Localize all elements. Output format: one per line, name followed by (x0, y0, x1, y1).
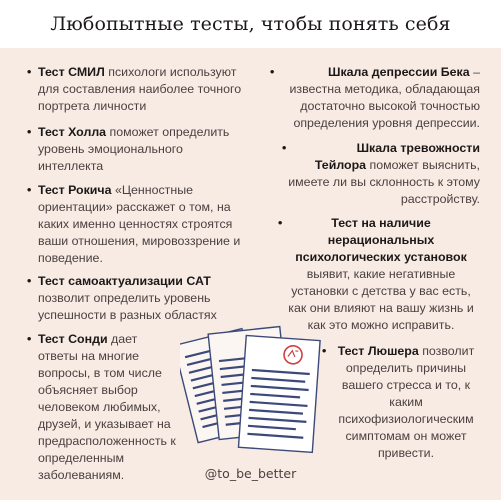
text-line: позволит определить уровень (38, 291, 211, 305)
paper-front (238, 335, 320, 452)
text-line: человеком любимых, (38, 400, 161, 414)
text-line: определить причины (345, 361, 467, 375)
text-line: психофизиологическим (338, 412, 474, 426)
text-line: выявит, какие негативные (306, 267, 456, 281)
title-bar (0, 0, 501, 48)
text-line: поведение. (38, 251, 103, 265)
text-line: Тест самоактуализации САТ (38, 274, 211, 288)
bullet-icon: • (27, 65, 32, 79)
text-line: как они влияют на вашу жизнь и (288, 301, 474, 315)
text-line: психологических установок (295, 250, 467, 264)
text-line: заболеваниям. (38, 468, 125, 482)
text-line: Тест Рокича «Ценностные (38, 183, 193, 197)
text-line: расстройству. (400, 192, 480, 206)
text-line: портрета личности (38, 99, 147, 113)
text-line: каким (389, 395, 423, 409)
text-line: Шкала депрессии Бека – (328, 65, 480, 79)
text-line: уровень эмоционального (38, 142, 183, 156)
text-line: привести. (377, 446, 435, 460)
text-line: нерациональных (327, 233, 435, 247)
text-line: друзей, и указывает на (38, 417, 171, 431)
bullet-icon: • (27, 125, 32, 139)
bullet-icon: • (322, 344, 327, 358)
text-line: известна методика, обладающая (289, 82, 480, 96)
bullet-icon: • (282, 141, 287, 155)
test-item-sat (27, 273, 263, 324)
text-line: для составления наиболее точного (38, 82, 242, 96)
page-title: Любопытные тесты, чтобы понять себя (50, 13, 451, 35)
text-line: Тест СМИЛ психологи используют (38, 65, 237, 79)
text-line: Тест Люшера позволит (337, 344, 475, 358)
text-line: интеллекта (38, 159, 104, 173)
bullet-icon: • (27, 183, 32, 197)
author-handle: @to_be_better (204, 466, 297, 481)
test-item-beck (270, 64, 480, 132)
text-line: симптомам он может (345, 429, 467, 443)
bullet-icon: • (270, 65, 275, 79)
test-item-rokich (27, 182, 263, 267)
text-line: предрасположенность к (38, 434, 176, 448)
text-line: определения уровня депрессии. (293, 116, 480, 130)
text-line: Шкала тревожности (356, 141, 480, 155)
text-line: Тест Холла поможет определить (38, 125, 230, 139)
text-line: определенным (38, 451, 125, 465)
text-line: каких именно ценностях строятся (38, 217, 233, 231)
papers-illustration-icon (180, 318, 330, 468)
text-line: Тейлора поможет выяснить, (314, 158, 480, 172)
test-item-irrational (276, 215, 486, 334)
test-item-szondi (27, 331, 198, 484)
text-line: ответы на многие (38, 349, 139, 363)
text-line: объясняет выбор (38, 383, 138, 397)
text-line: вопросы, в том числе (38, 366, 162, 380)
bullet-icon: • (278, 216, 283, 230)
test-item-smil (27, 64, 263, 115)
text-line: установки с детства у вас есть, (291, 284, 471, 298)
test-item-taylor (270, 140, 480, 208)
test-item-luscher (322, 343, 486, 462)
text-line: ваши отношения, мировоззрение и (38, 234, 241, 248)
text-line: ориентации» расскажет о том, на (38, 200, 231, 214)
text-line: успешности в разных областях (38, 308, 217, 322)
text-line: достаточно высокой точностью (300, 99, 480, 113)
text-line: имеете ли вы склонность к этому (288, 175, 480, 189)
bullet-icon: • (27, 274, 32, 288)
text-line: Тест Сонди дает (38, 332, 138, 346)
text-line: как это можно исправить. (307, 318, 455, 332)
test-item-holl (27, 124, 263, 175)
text-line: Тест на наличие (331, 216, 431, 230)
text-line: вашего стресса и то, к (341, 378, 471, 392)
bullet-icon: • (27, 332, 32, 346)
